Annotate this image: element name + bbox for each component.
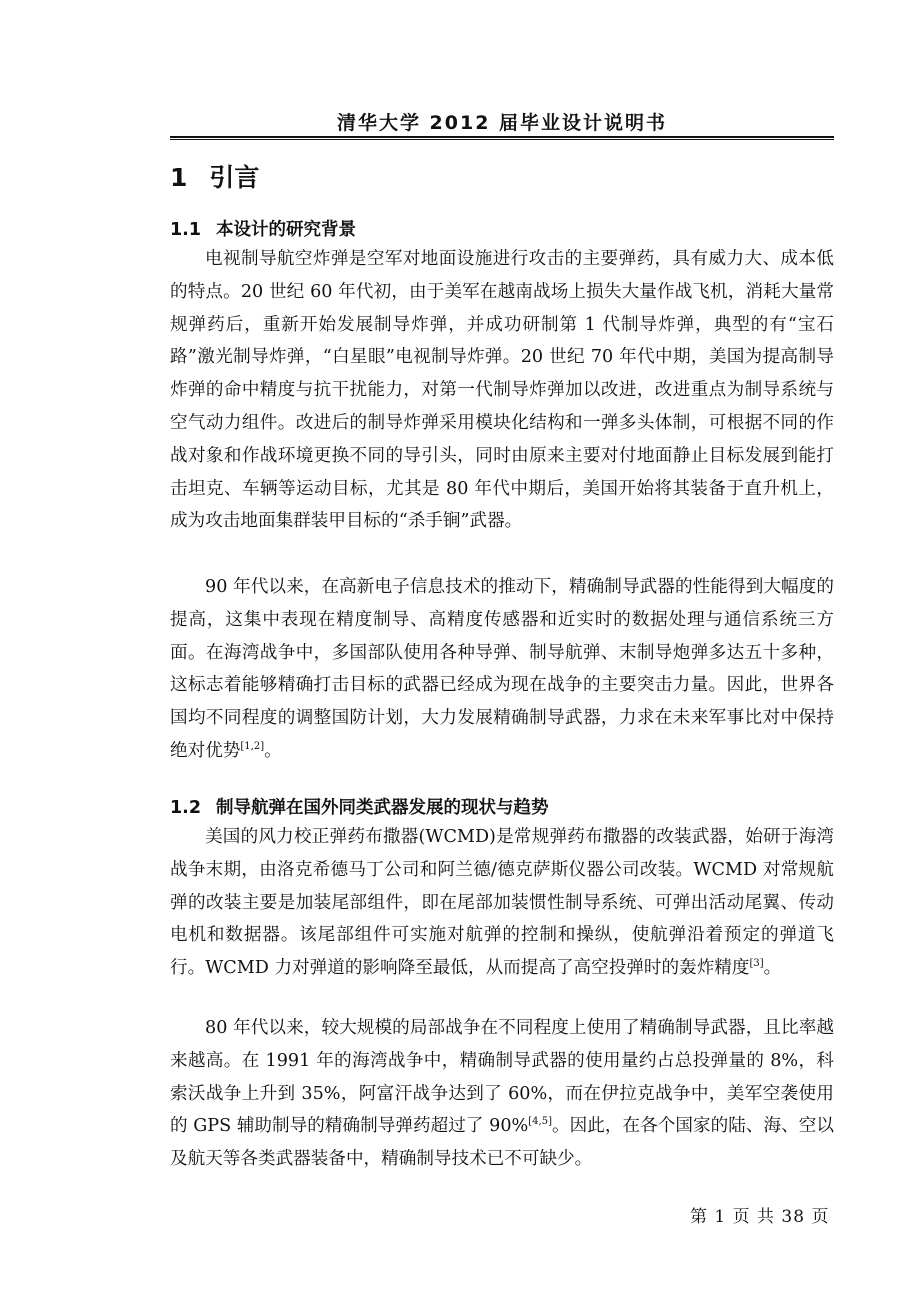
- paragraph-4: [170, 1012, 834, 1176]
- citation: [3]: [749, 958, 764, 970]
- section-heading-1-1: [170, 216, 356, 241]
- chapter-title: [170, 158, 259, 194]
- page-footer: 第 1 页 共 38 页: [690, 1207, 830, 1227]
- header-rule-thin: [170, 139, 834, 140]
- paragraph-2-end: 。: [264, 740, 282, 761]
- header-rule: [170, 136, 834, 138]
- page-header: 清华大学 2012 届毕业设计说明书: [336, 112, 668, 134]
- section-title: 本设计的研究背景: [216, 220, 356, 240]
- section-number: 1.1: [170, 220, 202, 240]
- section-heading-1-2: [170, 794, 549, 819]
- paragraph-3-text: 美国的风力校正弹药布撒器(WCMD)是常规弹药布撒器的改装武器，始研于海湾战争末期，由洛克希德马丁公司和阿兰德/德克萨斯仪器公司改装。WCMD 对常规航弹的改装主要是加装尾部组件，即在尾部加装惯性制导系统、可弹出活动尾翼、传动电机和数据器。该尾部组件可实施对航弹的控制和操纵，使航弹沿着预定的弹道飞行。WCMD 力对弹道的影响降至最低，从而提高了高空投弹时的轰炸精度: [170, 827, 834, 979]
- chapter-number: 1: [170, 163, 188, 192]
- paragraph-3: [170, 821, 834, 985]
- paragraph-2-text: 90 年代以来，在高新电子信息技术的推动下，精确制导武器的性能得到大幅度的提高，这集中表现在精度制导、高精度传感器和近实时的数据处理与通信系统三方面。在海湾战争中，多国部队使用各种导弹、制导航弹、末制导炮弹多达五十多种，这标志着能够精确打击目标的武器已经成为现在战争的主要突击力量。因此，世界各国均不同程度的调整国防计划，大力发展精确制导武器，力求在未来军事比对中保持绝对优势: [170, 577, 834, 761]
- citation: [4,5]: [528, 1116, 552, 1128]
- paragraph-3-end: 。: [763, 958, 782, 979]
- paragraph-2: [170, 571, 834, 768]
- paragraph-1: 电视制导航空炸弹是空军对地面设施进行攻击的主要弹药，具有威力大、成本低的特点。20 世纪 60 年代初，由于美军在越南战场上损失大量作战飞机，消耗大量常规弹药后，重新开始发展制导炸弹，并成功研制第 1 代制导炸弹，典型的有“宝石路”激光制导炸弹，“白星眼”电视制导炸弹。20 世纪 70 年代中期，美国为提高制导炸弹的命中精度与抗干扰能力，对第一代制导炸弹加以改进，改进重点为制导系统与空气动力组件。改进后的制导炸弹采用模块化结构和一弹多头体制，可根据不同的作战对象和作战环境更换不同的导引头，同时由原来主要对付地面静止目标发展到能打击坦克、车辆等运动目标，尤其是 80 年代中期后，美国开始将其装备于直升机上，成为攻击地面集群装甲目标的“杀手锏”武器。: [170, 249, 834, 532]
- paragraph-4-text: 80 年代以来，较大规模的局部战争在不同程度上使用了精确制导武器，且比率越来越高。在 1991 年的海湾战争中，精确制导武器的使用量约占总投弹量的 8%，科索沃战争上升到 35%，阿富汗战争达到了 60%，而在伊拉克战争中，美军空袭使用的 GPS 辅助制导的精确制导弹药超过了 90%: [170, 1018, 834, 1137]
- chapter-title-text: 引言: [209, 163, 260, 192]
- section-number: 1.2: [170, 798, 202, 818]
- citation: [1,2]: [240, 741, 265, 753]
- paragraph-4-end: 。因此，在各个国家的陆、海、空以及航天等各类武器装备中，精确制导技术已不可缺少。: [170, 1116, 834, 1170]
- section-title: 制导航弹在国外同类武器发展的现状与趋势: [216, 798, 549, 818]
